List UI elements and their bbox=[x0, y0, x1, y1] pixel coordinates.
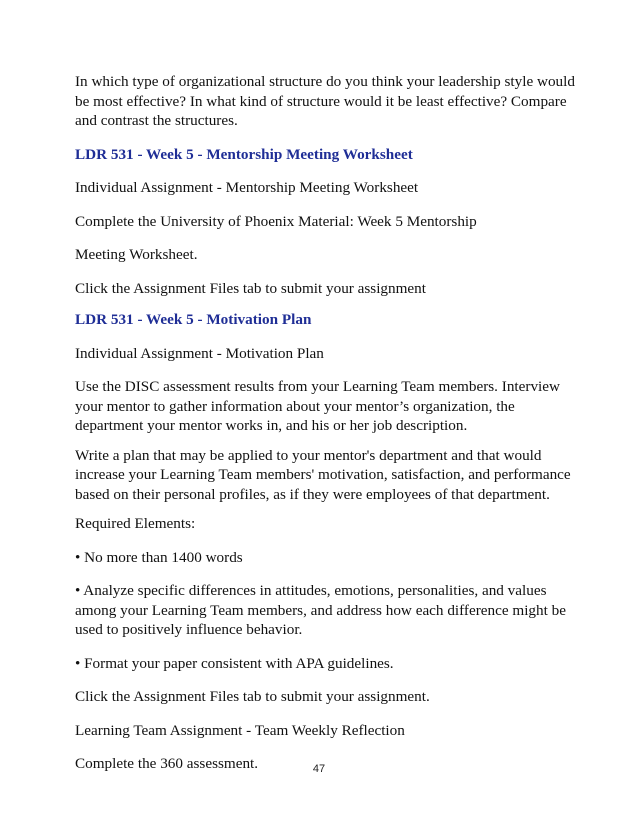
text-line: Use the DISC assessment results from your Learning Team members. Interview bbox=[75, 378, 560, 395]
text-line: • Analyze specific differences in attitudes, emotions, personalities, and values bbox=[75, 582, 547, 599]
text-line: Individual Assignment - Motivation Plan bbox=[75, 344, 324, 362]
text-line: Required Elements: bbox=[75, 515, 196, 532]
paragraph-disc-assessment bbox=[75, 377, 575, 436]
paragraph-required-elements bbox=[75, 514, 575, 534]
bullet-apa-format bbox=[75, 654, 575, 674]
text-line: Click the Assignment Files tab to submit your assignment. bbox=[75, 688, 430, 705]
text-line: Individual Assignment - Mentorship Meeting Worksheet bbox=[75, 179, 419, 196]
text-line: Meeting Worksheet. bbox=[75, 246, 198, 263]
paragraph-complete-material bbox=[75, 212, 575, 232]
text-line: Learning Team Assignment - Team Weekly Reflection bbox=[75, 721, 405, 739]
text-line: In which type of organizational structure do you think your leadership style would bbox=[75, 73, 575, 90]
paragraph-team-weekly-reflection bbox=[75, 721, 575, 741]
bullet-analyze-differences bbox=[75, 581, 575, 640]
text-line: increase your Learning Team members' motivation, satisfaction, and performance bbox=[75, 466, 571, 483]
paragraph-individual-assignment-worksheet bbox=[75, 178, 575, 198]
document-page bbox=[75, 72, 575, 774]
page-number: 47 bbox=[312, 763, 326, 775]
bullet-word-limit bbox=[75, 548, 575, 568]
paragraph-submit-assignment bbox=[75, 687, 575, 707]
text-line: Write a plan that may be applied to your mentor's department and that would bbox=[75, 446, 542, 464]
text-line: your mentor to gather information about your mentor’s organization, the bbox=[75, 397, 515, 415]
text-line: used to positively influence behavior. bbox=[75, 621, 303, 638]
paragraph-meeting-worksheet bbox=[75, 245, 575, 265]
text-line: Complete the University of Phoenix Material: Week 5 Mentorship bbox=[75, 212, 477, 230]
text-line: and contrast the structures. bbox=[75, 112, 238, 129]
heading-mentorship-worksheet bbox=[75, 145, 575, 165]
text-line: Click the Assignment Files tab to submit your assignment bbox=[75, 279, 426, 297]
paragraph-submit-instructions bbox=[75, 279, 575, 299]
heading-text: LDR 531 - Week 5 - Motivation Plan bbox=[75, 311, 312, 328]
text-line: • No more than 1400 words bbox=[75, 548, 243, 566]
paragraph-write-plan bbox=[75, 446, 575, 505]
paragraph-structure-question bbox=[75, 72, 575, 131]
text-line: be most effective? In what kind of structure would it be least effective? Compare bbox=[75, 92, 567, 110]
text-line: department your mentor works in, and his or her job description. bbox=[75, 417, 468, 434]
heading-motivation-plan bbox=[75, 310, 575, 330]
text-line: based on their personal profiles, as if they were employees of that department. bbox=[75, 485, 550, 503]
text-line: among your Learning Team members, and address how each difference might be bbox=[75, 601, 566, 619]
text-line: • Format your paper consistent with APA guidelines. bbox=[75, 654, 394, 672]
text-line: Complete the 360 assessment. bbox=[75, 755, 259, 772]
paragraph-individual-assignment-motivation bbox=[75, 344, 575, 364]
heading-text: LDR 531 - Week 5 - Mentorship Meeting Worksheet bbox=[75, 145, 413, 163]
